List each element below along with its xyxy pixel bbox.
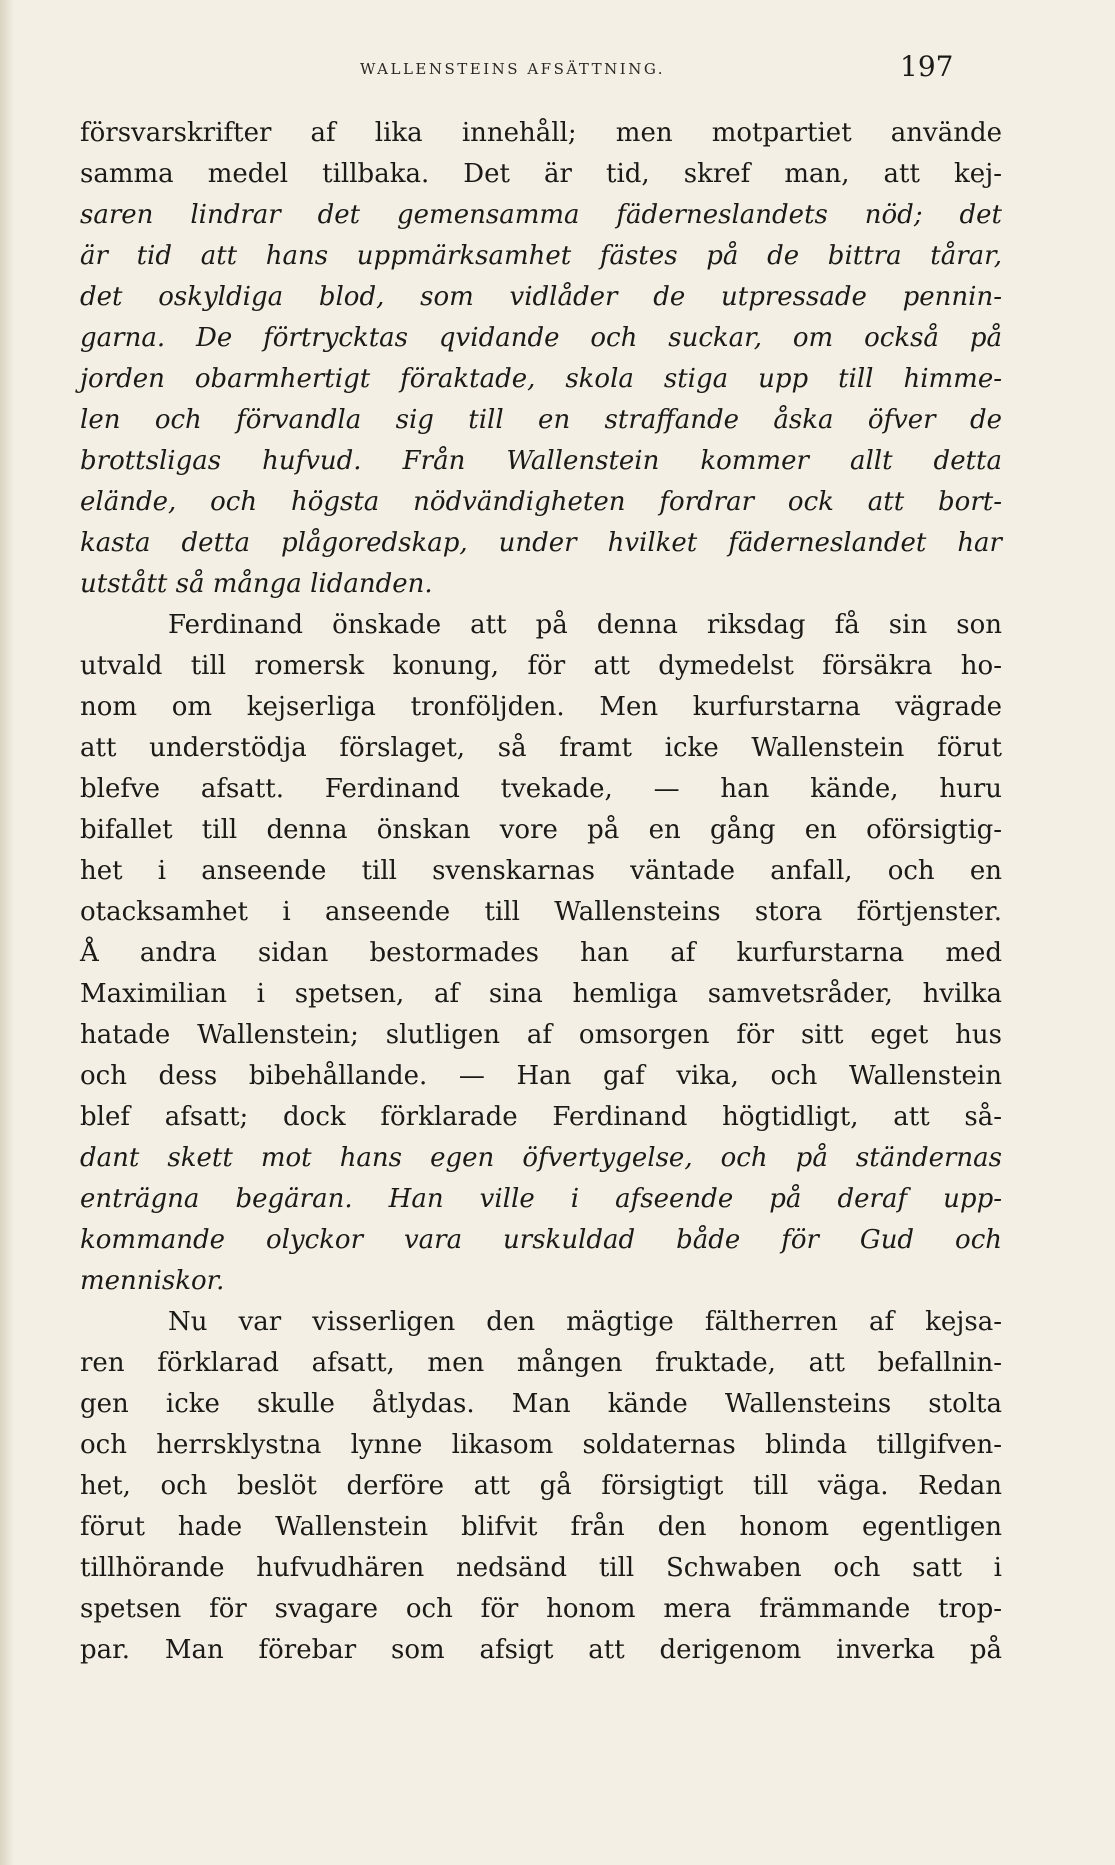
text-line: len och förvandla sig till en straffande åska öfver de bbox=[80, 405, 1002, 435]
text-line: gen icke skulle åtlydas. Man kände Wallensteins stolta bbox=[80, 1389, 1002, 1419]
text-line: Maximilian i spetsen, af sina hemliga samvetsråder, hvilka bbox=[80, 979, 1002, 1009]
text-line: kasta detta plågoredskap, under hvilket fäderneslandet har bbox=[80, 528, 1002, 558]
text-line: Nu var visserligen den mägtige fältherren af kejsa- bbox=[168, 1307, 1002, 1337]
page-header bbox=[0, 50, 1115, 90]
text-line: blefve afsatt. Ferdinand tvekade, — han kände, huru bbox=[80, 774, 1002, 804]
text-line: och dess bibehållande. — Han gaf vika, och Wallenstein bbox=[80, 1061, 1002, 1091]
text-line: det oskyldiga blod, som vidlåder de utpressade pennin- bbox=[80, 282, 1002, 312]
text-line: hatade Wallenstein; slutligen af omsorgen för sitt eget hus bbox=[80, 1020, 1002, 1050]
text-line: utstått så många lidanden. bbox=[80, 569, 433, 599]
text-line: försvarskrifter af lika innehåll; men motpartiet använde bbox=[80, 118, 1002, 148]
text-line: är tid att hans uppmärksamhet fästes på de bittra tårar, bbox=[80, 241, 1002, 271]
text-line: utvald till romersk konung, för att dymedelst försäkra ho- bbox=[80, 651, 1002, 681]
text-line: elände, och högsta nödvändigheten fordrar ock att bort- bbox=[80, 487, 1002, 517]
body-text bbox=[80, 113, 1002, 1671]
text-line: garna. De förtrycktas qvidande och suckar, om också på bbox=[80, 323, 1002, 353]
text-line: nom om kejserliga tronföljden. Men kurfurstarna vägrade bbox=[80, 692, 1002, 722]
text-line: par. Man förebar som afsigt att derigenom inverka på bbox=[80, 1635, 1002, 1665]
text-line: otacksamhet i anseende till Wallensteins stora förtjenster. bbox=[80, 897, 1002, 927]
text-line: att understödja förslaget, så framt icke Wallenstein förut bbox=[80, 733, 1002, 763]
text-line: saren lindrar det gemensamma fäderneslandets nöd; det bbox=[80, 200, 1002, 230]
text-line: jorden obarmhertigt föraktade, skola stiga upp till himme- bbox=[80, 364, 1002, 394]
text-line: menniskor. bbox=[80, 1266, 225, 1296]
text-line: Å andra sidan bestormades han af kurfurstarna med bbox=[80, 938, 1002, 968]
text-line: tillhörande hufvudhären nedsänd till Schwaben och satt i bbox=[80, 1553, 1002, 1583]
text-line: enträgna begäran. Han ville i afseende på deraf upp- bbox=[80, 1184, 1002, 1214]
text-line: ren förklarad afsatt, men mången fruktade, att befallnin- bbox=[80, 1348, 1002, 1378]
text-line: brottsligas hufvud. Från Wallenstein kommer allt detta bbox=[80, 446, 1002, 476]
text-line: het i anseende till svenskarnas väntade anfall, och en bbox=[80, 856, 1002, 886]
text-line: förut hade Wallenstein blifvit från den honom egentligen bbox=[80, 1512, 1002, 1542]
text-line: samma medel tillbaka. Det är tid, skref man, att kej- bbox=[80, 159, 1002, 189]
text-line: kommande olyckor vara urskuldad både för Gud och bbox=[80, 1225, 1002, 1255]
text-line: och herrsklystna lynne likasom soldaternas blinda tillgifven- bbox=[80, 1430, 1002, 1460]
text-line: het, och beslöt derföre att gå försigtigt till väga. Redan bbox=[80, 1471, 1002, 1501]
text-line: bifallet till denna önskan vore på en gång en oförsigtig- bbox=[80, 815, 1002, 845]
text-line: Ferdinand önskade att på denna riksdag få sin son bbox=[168, 610, 1002, 640]
text-line: blef afsatt; dock förklarade Ferdinand högtidligt, att så- bbox=[80, 1102, 1002, 1132]
running-head: WALLENSTEINS AFSÄTTNING. bbox=[360, 60, 666, 78]
text-line: dant skett mot hans egen öfvertygelse, och på ständernas bbox=[80, 1143, 1002, 1173]
text-line: spetsen för svagare och för honom mera främmande trop- bbox=[80, 1594, 1002, 1624]
page-number: 197 bbox=[900, 50, 954, 83]
